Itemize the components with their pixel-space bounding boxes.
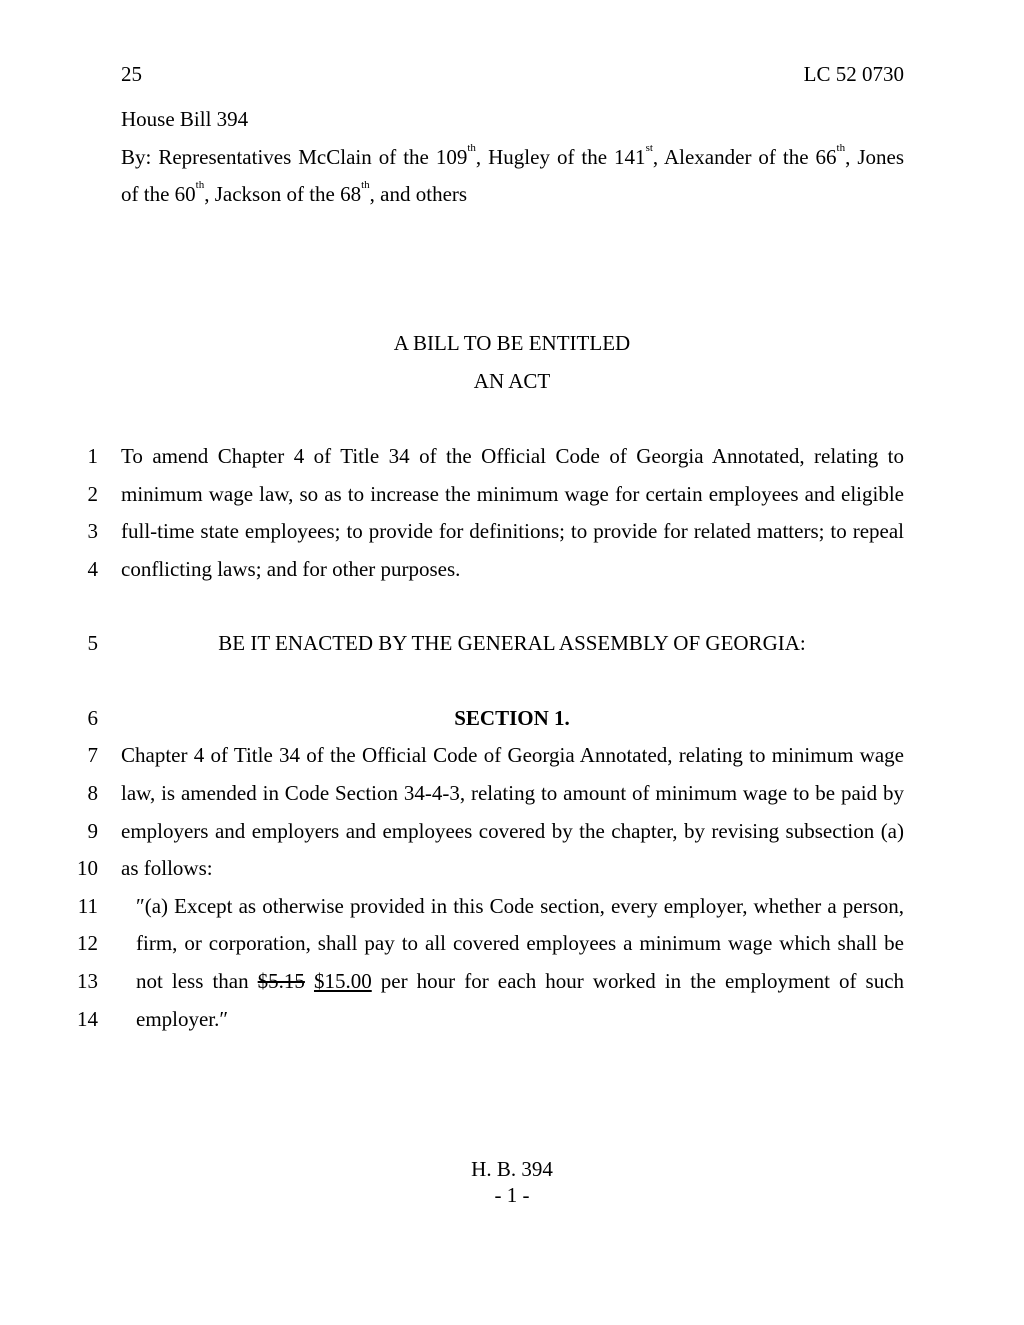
line-number: 14 xyxy=(77,1007,98,1031)
body-line-10: as follows: xyxy=(121,856,213,880)
line-number: 3 xyxy=(87,519,98,543)
lc-code: LC 52 0730 xyxy=(803,62,904,86)
sponsors-text: By: Representatives McClain of the 109 xyxy=(121,145,468,169)
sponsors-text: , Jones xyxy=(845,145,904,169)
sponsors-text: , Hugley of the 141 xyxy=(475,145,646,169)
bill-title: House Bill 394 xyxy=(121,107,249,131)
line-number: 13 xyxy=(77,969,98,993)
body-line-3: full-time state employees; to provide for definitions; to provide for related matters; to repeal xyxy=(121,519,904,543)
sponsors-line-2 xyxy=(121,179,468,207)
sponsors-line-1 xyxy=(121,142,904,170)
struck-amount: $5.15 xyxy=(257,969,305,993)
ordinal-suffix: th xyxy=(195,179,205,191)
ordinal-suffix: th xyxy=(467,142,476,154)
sponsors-text: , Jackson of the 68 xyxy=(204,182,362,206)
body-line-7: Chapter 4 of Title 34 of the Official Code of Georgia Annotated, relating to minimum wage xyxy=(121,743,904,767)
body-line-2: minimum wage law, so as to increase the minimum wage for certain employees and eligible xyxy=(121,482,904,506)
section-heading: SECTION 1. xyxy=(454,706,570,730)
ordinal-suffix: th xyxy=(836,142,846,154)
line-number: 5 xyxy=(87,631,98,655)
quoted-line-11: ″(a) Except as otherwise provided in this Code section, every employer, whether a person, xyxy=(136,894,904,918)
line-number: 11 xyxy=(77,894,98,918)
act-heading: AN ACT xyxy=(473,369,551,393)
line-number: 12 xyxy=(77,931,98,955)
body-line-9: employers and employers and employees covered by the chapter, by revising subsection (a) xyxy=(121,819,904,843)
line-number: 2 xyxy=(87,482,98,506)
line-number: 10 xyxy=(77,856,98,880)
new-amount: $15.00 xyxy=(313,969,372,993)
sponsors-text: , Alexander of the 66 xyxy=(652,145,837,169)
line-number: 7 xyxy=(87,743,98,767)
body-line-8: law, is amended in Code Section 34-4-3, relating to amount of minimum wage to be paid by xyxy=(121,781,904,805)
document-number: 25 xyxy=(121,62,142,86)
page-number: - 1 - xyxy=(494,1183,530,1207)
ordinal-suffix: st xyxy=(645,142,653,154)
footer-bill-ref: H. B. 394 xyxy=(471,1157,553,1181)
sponsors-text: , and others xyxy=(369,182,468,206)
bill-heading: A BILL TO BE ENTITLED xyxy=(393,331,631,355)
line-number: 8 xyxy=(87,781,98,805)
quoted-text: not less than xyxy=(136,969,249,993)
quoted-line-12: firm, or corporation, shall pay to all covered employees a minimum wage which shall be xyxy=(136,931,904,955)
quoted-line-14: employer.″ xyxy=(136,1007,229,1031)
quoted-text: per hour for each hour worked in the employment of such xyxy=(380,969,905,993)
quoted-line-13 xyxy=(136,969,904,994)
line-number: 9 xyxy=(87,819,98,843)
line-number: 6 xyxy=(87,706,98,730)
body-line-4: conflicting laws; and for other purposes. xyxy=(121,557,461,581)
line-number: 4 xyxy=(87,557,98,581)
body-line-1: To amend Chapter 4 of Title 34 of the Official Code of Georgia Annotated, relating to xyxy=(121,444,904,468)
ordinal-suffix: th xyxy=(361,179,370,191)
line-number: 1 xyxy=(87,444,98,468)
enacting-clause: BE IT ENACTED BY THE GENERAL ASSEMBLY OF GEORGIA: xyxy=(218,631,806,655)
sponsors-text: of the 60 xyxy=(121,182,196,206)
